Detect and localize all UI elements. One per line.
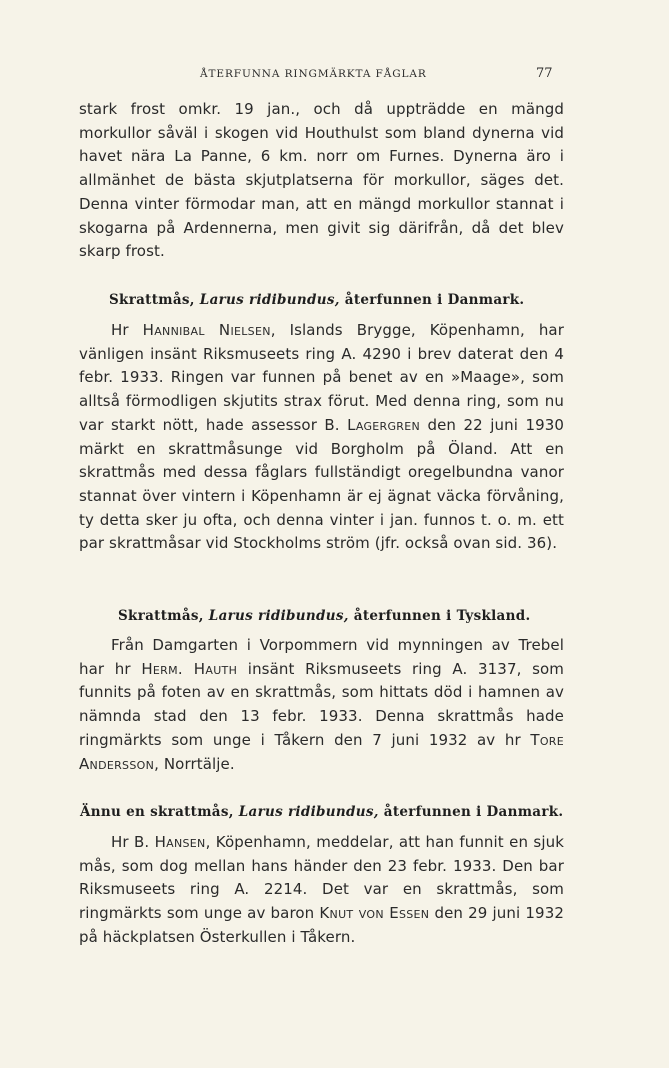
heading-prefix: Ännu en skrattmås, [80,804,234,820]
text-segment: Hr B. [111,833,150,851]
heading-suffix: återfunnen i Danmark. [383,804,564,820]
heading-prefix: Skrattmås, [118,608,204,624]
person-name: Knut von Essen [319,904,430,923]
text-segment: , Norrtälje. [154,754,235,773]
paragraph-denmark-again [79,831,564,950]
section-heading-germany [118,608,530,624]
text-segment: , Köpenhamn, meddelar, att han funnit en sjuk mås, som dog mellan hans händer den 23 febr. 1933. Den bar Riksmuseets ring A. 2214. Det var en skrattmås, som ringmärkts som unge av baron [79,833,564,923]
heading-prefix: Skrattmås, [109,292,195,308]
paragraph-germany [79,634,564,776]
person-name: Herm. Hauth [141,659,238,678]
text-segment: Hr [111,321,129,339]
heading-latin-name: Larus ridibundus, [199,292,340,308]
heading-suffix: återfunnen i Tyskland. [353,608,531,624]
section-heading-denmark-again [80,804,563,820]
text-segment: den 29 juni 1932 på häckplatsen Österkullen i Tåkern. [79,904,564,946]
section-heading-denmark [109,292,524,308]
paragraph-denmark [79,319,564,556]
heading-latin-name: Larus ridibundus, [238,804,379,820]
text-segment: insänt Riksmuseets ring A. 3137, som funnits på foten av en skrattmås, som hittats död i hamnen av nämnda stad den 13 febr. 1933. Denna skrattmås hade ringmärkts som unge i Tåkern den 7 juni 1932 av hr [79,659,564,749]
page-number: 77 [536,66,553,81]
person-name: Lagergren [347,415,421,434]
running-title: ÅTERFUNNA RINGMÄRKTA FÅGLAR [200,68,427,80]
person-name: Tore Andersson [79,730,564,773]
text-segment: Från Damgarten i Vorpommern vid mynningen av Trebel har hr [79,636,564,678]
paragraph-continuation: stark frost omkr. 19 jan., och då uppträdde en mängd morkullor såväl i skogen vid Houthulst som bland dynerna vid havet nära La Panne, 6 km. norr om Furnes. Dynerna äro i allmänhet de bästa skjutplatserna för morkullor, säges det. Denna vinter förmodar man, att en mängd morkullor stannat i skogarna på Ardennerna, men givit sig därifrån, då det blev skarp frost. [79,100,564,261]
person-name: Hannibal Nielsen [142,321,271,339]
running-head [0,68,669,88]
text-segment: den 22 juni 1930 märkt en skrattmåsunge vid Borgholm på Öland. Att en skrattmås med dessa fåglars fullständigt oregelbundna vanor stannat över vintern i Köpenhamn är ej ägnat väcka förvåning, ty detta sker ju ofta, och denna vinter i jan. funnos t. o. m. ett par skrattmåsar vid Stockholms ström (jfr. också ovan sid. 36). [79,415,565,553]
person-name: Hansen [154,833,206,851]
text-segment: , Islands Brygge, Köpenhamn, har vänligen insänt Riksmuseets ring A. 4290 i brev daterat den 4 febr. 1933. Ringen var funnen på benet av en »Maage», som alltså förmodligen skjutits strax förut. Med denna ring, som nu var starkt nött, hade assessor B. [79,321,564,434]
heading-suffix: återfunnen i Danmark. [344,292,525,308]
heading-latin-name: Larus ridibundus, [208,608,349,624]
